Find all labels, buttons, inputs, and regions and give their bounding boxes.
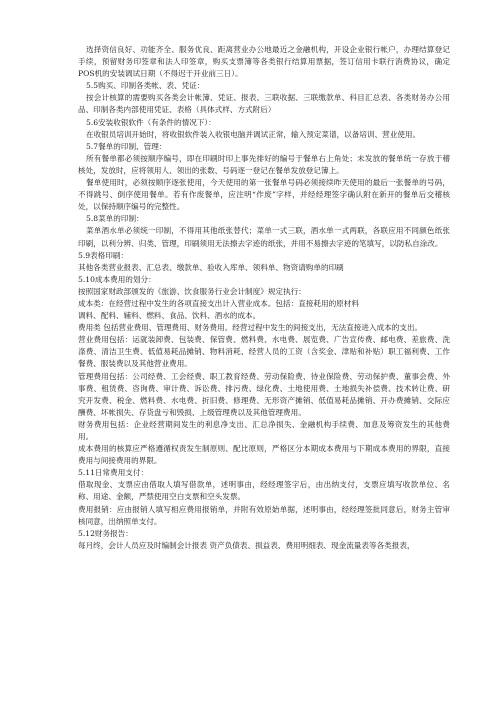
paragraph: 所有餐单都必须按顺序编号，即在印刷时印上事先排好的编号于餐单右上角处；未发放的餐单统一存放于稽核处，发放时，应将领用人、领出的张数、号码逐一登记在餐单发放登记簿上。 bbox=[78, 153, 450, 175]
paragraph: 菜单酒水单必须统一印制，不得用其他纸张替代；菜单一式三联，酒水单一式两联，各联应用不同颜色纸张印刷，以利分辨、归类、管理，印刷须用无法擦去字迹的纸张，并用不易擦去字迹的笔填写，以防私自涂改。 bbox=[78, 226, 450, 248]
paragraph: 财务费用包括：企业经营期间发生的利息净支出、汇总净损失、金融机构手续费、加息及筹资发生的其他费用。 bbox=[78, 419, 450, 441]
paragraph: 借取现金、支票应由借取人填写借款单，述明事由，经经理签字后，由出纳支付，支票应填写收款单位、名称、用途、金额，严禁使用空白支票和空头发票。 bbox=[78, 480, 450, 502]
paragraph: 在收银员培训开始时，将收银软件装入收银电脑并调试正常，输入预定菜谱，以备培训、营业使用。 bbox=[86, 129, 421, 139]
paragraph: 费用类 包括营业费用、管理费用、财务费用。经营过程中发生的间接支出，无法直接进入成本的支出。 bbox=[78, 323, 423, 333]
section-heading: 5.9表格印刷： bbox=[78, 250, 129, 260]
section-heading: 5.11日常费用支付： bbox=[78, 468, 149, 478]
section-heading: 5.6安装收银软件（有条件的情况下）： bbox=[86, 117, 216, 127]
paragraph: 费用报销：应由报销人填写相应费用报销单，并附有效原始单据，述明事由，经经理签批同意后，财务主管审核同意，出纳照单支付。 bbox=[78, 504, 450, 526]
paragraph: 按会计核算的需要购买各类会计帐簿、凭证、报表、三联收据、三联缴款单、科目汇总表、各类财务办公用品、印制各类内部使用凭证、表格（具体式样、方式附后） bbox=[78, 93, 450, 115]
paragraph: 选择资信良好、功能齐全、服务优良、距离营业办公地最近之金融机构，开设企业银行帐户，办理结算登记手续，预留财务印签章和法人印签章，购买支票簿等各类银行结算用票据，签订信用卡联行消费协议，确定POS机的安装调试日期（不得迟于开业前三日）。 bbox=[78, 45, 450, 79]
section-heading: 5.12财务报告： bbox=[78, 528, 133, 538]
paragraph: 餐单使用时，必须按顺序逐张使用，今天使用的第一张餐单号码必须接续昨天使用的最后一张餐单的号码，不得跳号、倒序使用餐单。若有作废餐单，应注明“作废”字样，并经经理签字确认附在新开的餐单后交稽核处，以保持顺序编号的完整性。 bbox=[78, 178, 450, 212]
paragraph: 按照国家财政部颁发的《旅游、饮食服务行业会计制度》规定执行： bbox=[78, 286, 306, 296]
paragraph: 营业费用包括：运就装卸费、包装费、保管费、燃料费、水电费、展览费、广告宣传费、邮电费、差旅费、洗涤费、清洁卫生费、低值易耗品摊销、物料消耗、经营人员的工资（含奖金、津贴和补贴）职工福利费、工作餐费、服装费以及其他营业费用。 bbox=[78, 335, 450, 369]
paragraph: 成本类：在经营过程中发生的各项直接支出计入营业成本。包括：直接耗用的原材料 bbox=[78, 298, 359, 308]
section-heading: 5.10成本费用的划分： bbox=[78, 274, 156, 284]
paragraph: 管理费用包括：公司经费、工会经费、职工教育经费、劳动保险费、待业保险费、劳动保护费、董事会费、外事费、租赁费、咨询费、审计费、诉讼费、排污费、绿化费、土地使用费、土地损失补偿费、技术转让费、研究开发费、税金、燃料费、水电费、折旧费、修理费、无形资产摊销、低值易耗品摊销、开办费摊销、交际应酬费、坏帐损失、存货盘亏和毁损、上级管理费以及其他管理费用。 bbox=[78, 371, 450, 417]
paragraph: 每月终，会计人员应及时编制会计报表 资产负债表、损益表、费用明细表、现金流量表等各类报表， bbox=[78, 540, 415, 550]
section-heading: 5.8菜单的印制： bbox=[86, 214, 144, 224]
paragraph: 其他各类营业报表、汇总表、缴款单、验收入库单、领料单、物资请购单的印刷 bbox=[78, 262, 344, 272]
section-heading: 5.7餐单的印制、管理： bbox=[86, 141, 167, 151]
section-heading: 5.5购买、印制各类帐、表、凭证： bbox=[86, 81, 205, 91]
paragraph: 成本费用的核算应严格遵循权责发生制原则、配比原则，严格区分本期成本费用与下期成本费用的界限，直接费用与间接费用的界限。 bbox=[78, 444, 450, 466]
paragraph: 调料、配料、辅料、燃料、食品、饮料、酒水的成本。 bbox=[78, 311, 261, 321]
